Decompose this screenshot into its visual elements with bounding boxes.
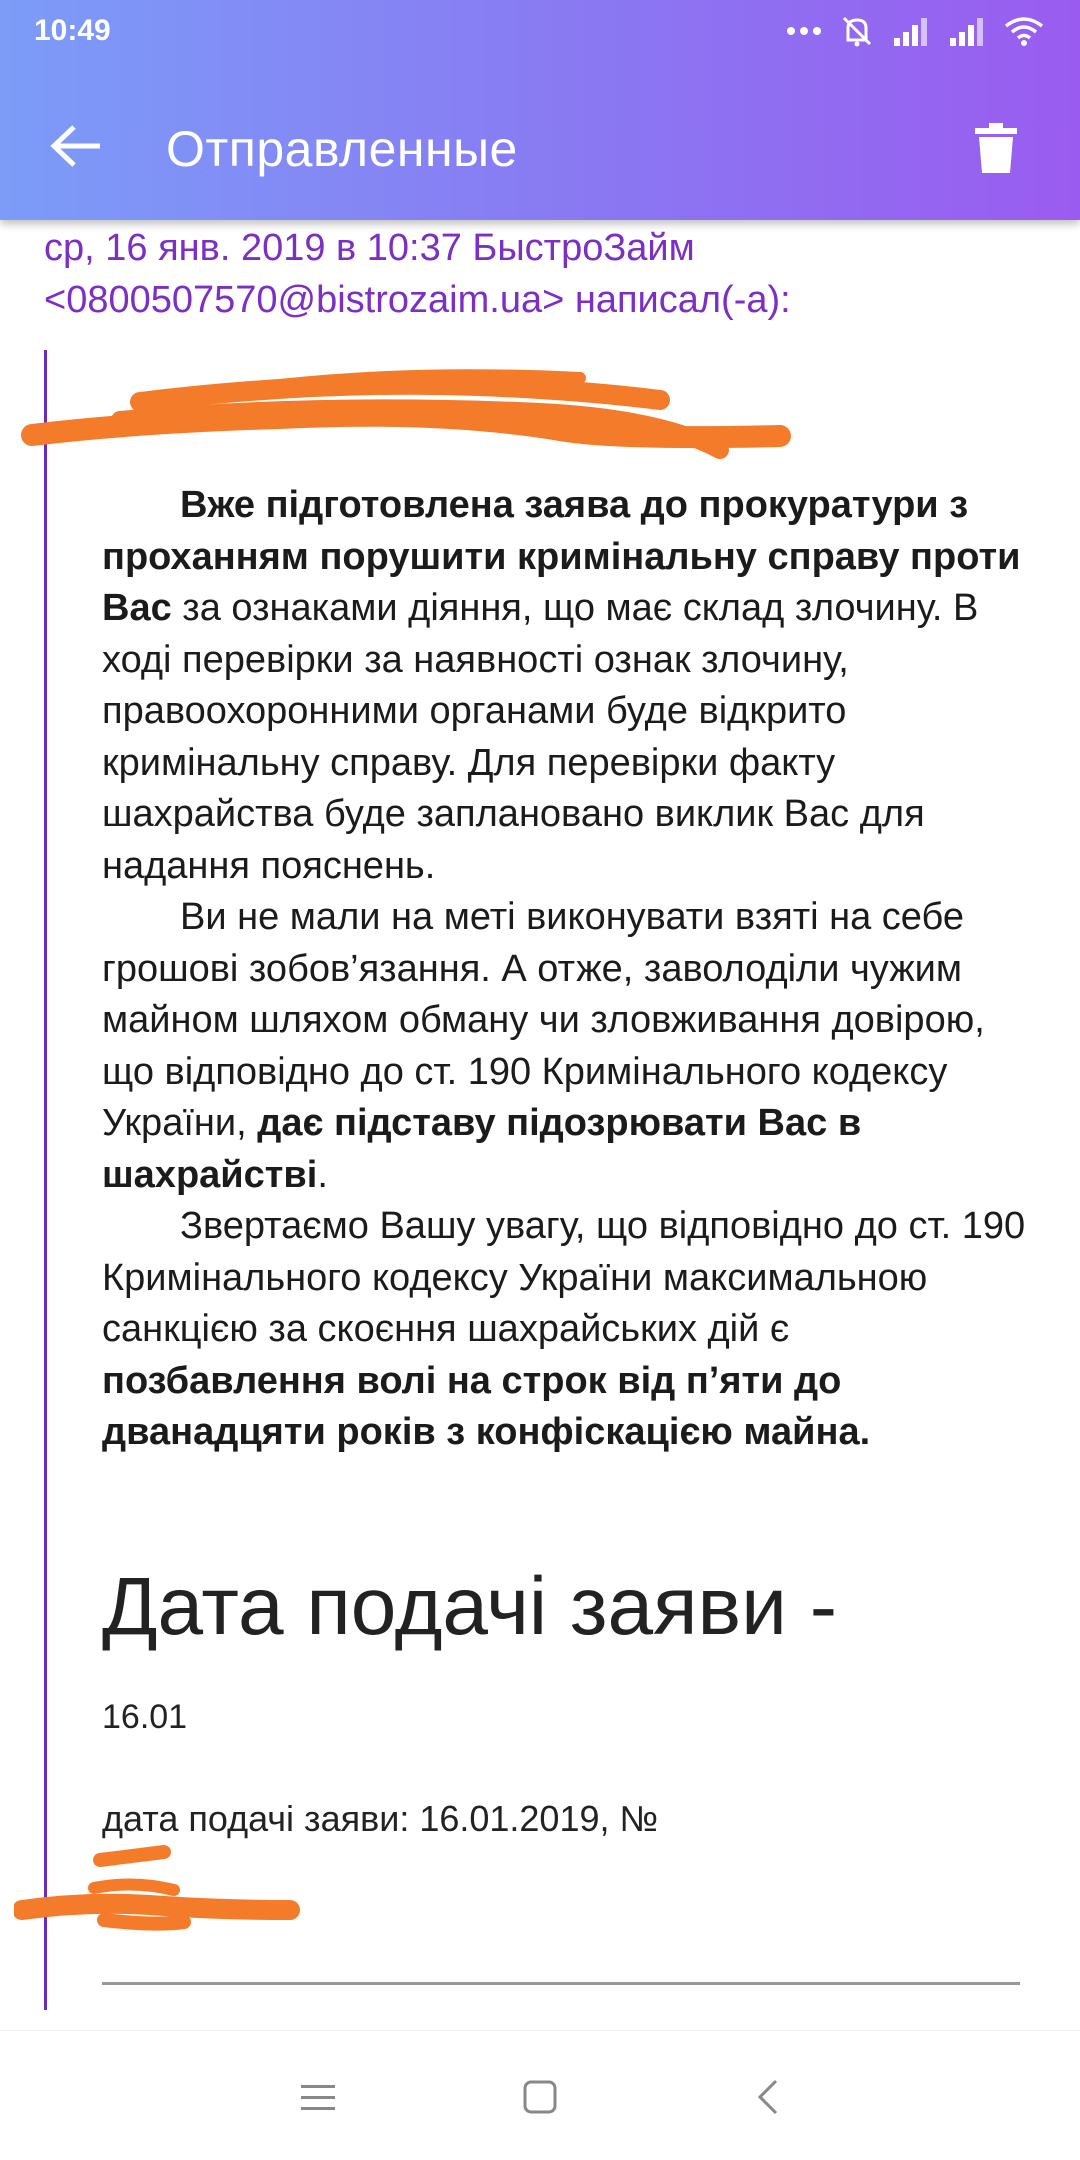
quote-header-line1: ср, 16 янв. 2019 в 10:37 БыстроЗайм xyxy=(44,227,695,269)
app-bar xyxy=(0,0,1080,220)
back-button[interactable] xyxy=(40,112,112,184)
arrow-left-icon xyxy=(50,124,102,173)
home-square-icon xyxy=(523,2080,557,2119)
paragraph-2-end: . xyxy=(317,1153,328,1196)
paragraph-1-bold: Вже підготовлена заява до прокуратури з проханням порушити кримінальну справу проти Вас xyxy=(102,484,1021,629)
email-body xyxy=(102,480,1042,1459)
mute-icon xyxy=(840,14,874,48)
divider xyxy=(102,1982,1020,1985)
paragraph-2 xyxy=(102,892,1042,1201)
paragraph-1 xyxy=(102,480,1042,892)
quote-bar xyxy=(44,350,47,2010)
quote-header-sender: <0800507570@bistrozaim.ua> написал(-а): xyxy=(44,279,791,321)
redaction-scribble-number xyxy=(14,1830,304,1950)
trash-icon xyxy=(975,123,1017,178)
nav-back-button[interactable] xyxy=(738,2071,798,2127)
paragraph-2-bold: дає підставу підозрювати Вас в шахрайстві xyxy=(102,1102,862,1196)
date-heading: Дата подачі заяви - xyxy=(102,1561,837,1652)
dots-icon xyxy=(786,26,822,36)
navigation-bar xyxy=(0,2030,1080,2160)
signal-icon xyxy=(948,16,986,46)
date-short: 16.01 xyxy=(102,1698,188,1736)
status-time: 10:49 xyxy=(34,14,111,47)
home-button[interactable] xyxy=(510,2071,570,2127)
menu-icon xyxy=(301,2082,335,2117)
paragraph-3-text: Звертаємо Вашу увагу, що відповідно до ст. 190 Кримінального кодексу України максимальною санкцією за скоєння шахрайських дій є xyxy=(102,1205,1026,1350)
back-chevron-icon xyxy=(756,2079,780,2120)
delete-button[interactable] xyxy=(964,114,1028,186)
paragraph-2-text: Ви не мали на меті виконувати взяті на себе грошові зобов’язання. А отже, заволоділи чужим майном шляхом обману чи зловживання довірою, що відповідно до ст. 190 Кримінального кодексу України, xyxy=(102,896,985,1144)
redaction-scribble xyxy=(20,360,810,470)
submission-date-line: дата подачі заяви: 16.01.2019, № xyxy=(102,1798,659,1839)
signal-icon xyxy=(892,16,930,46)
page-title: Отправленные xyxy=(166,121,518,177)
quote-header xyxy=(44,222,1044,326)
wifi-icon xyxy=(1004,16,1044,46)
menu-button[interactable] xyxy=(288,2071,348,2127)
paragraph-1-text: за ознаками діяння, що має склад злочину. В ході перевірки за наявності ознак злочину, правоохоронними органами буде відкрито кримінальну справу. Для перевірки факту шахрайства буде заплановано виклик Вас для надання пояснень. xyxy=(102,587,979,887)
message-content xyxy=(0,220,1080,2030)
paragraph-3 xyxy=(102,1201,1042,1459)
status-icons xyxy=(786,14,1044,48)
paragraph-3-bold: позбавлення волі на строк від п’яти до дванадцяти років з конфіскацією майна. xyxy=(102,1359,871,1453)
redaction-scribble-number-strokes xyxy=(14,1830,304,1950)
status-bar xyxy=(0,0,1080,64)
